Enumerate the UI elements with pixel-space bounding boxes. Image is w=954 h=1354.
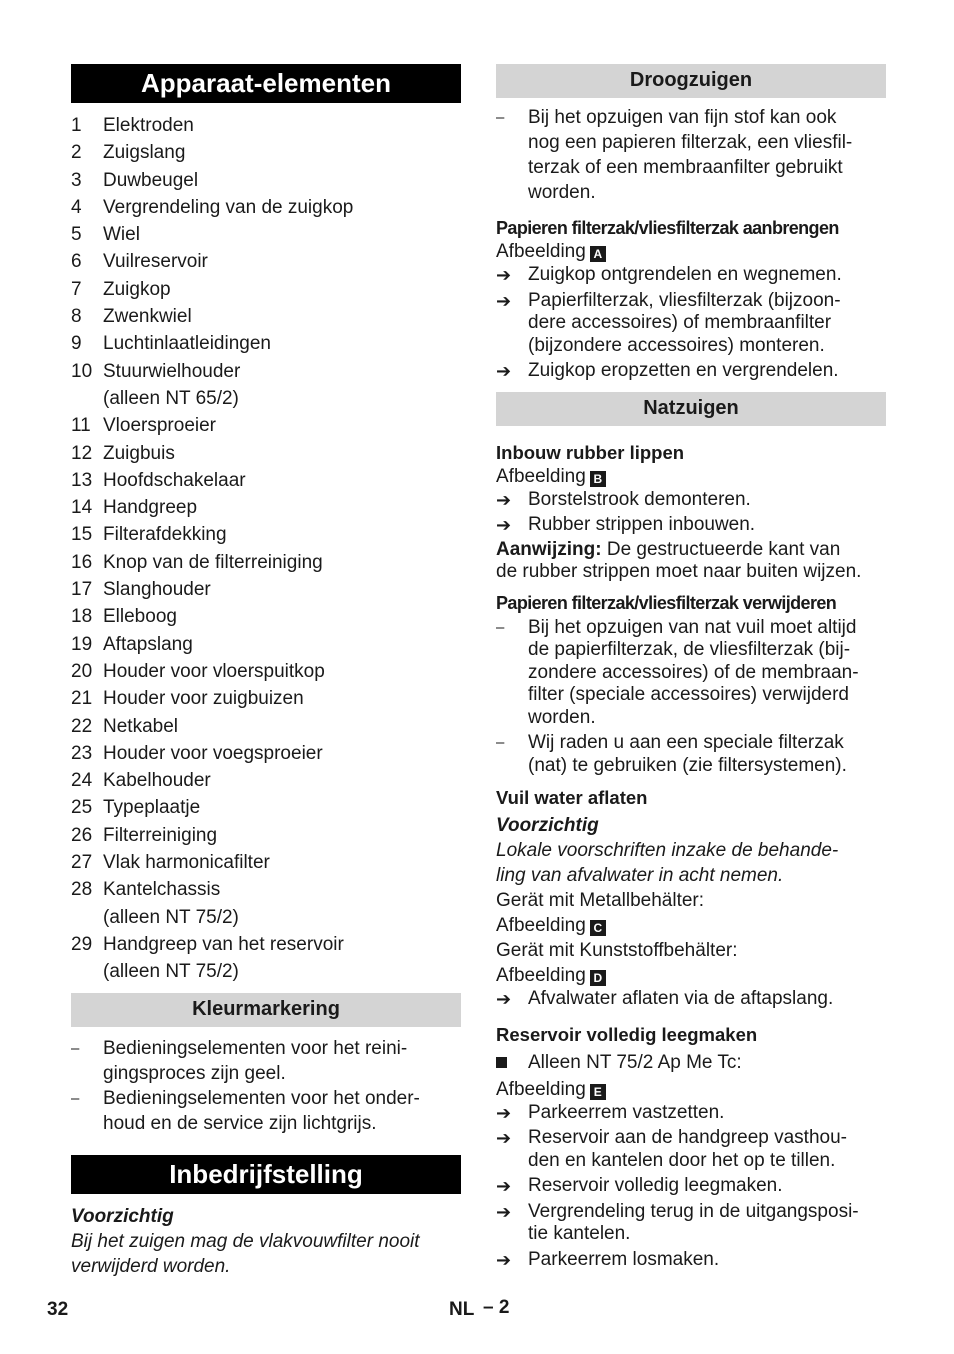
item-label: Wiel (103, 224, 140, 246)
list-item (71, 631, 461, 658)
list-item (71, 248, 461, 275)
note: Aanwijzing: De gestructueerde kant van de rubber strippen moet naar buiten wijzen. (496, 538, 862, 582)
list-item (71, 849, 461, 876)
step-item: ➔ Afvalwater aflaten via de aftapslang. (496, 988, 834, 1009)
list-item: – Bij het opzuigen van nat vuil moet altijd de papierfilterzak, de vliesfilterzak (bij- zondere accessoires) of de membraan- filter (speciale accessoires) verwijderd worden. (496, 616, 859, 728)
item-label: Vuilreservoir (103, 251, 208, 273)
list-item (71, 467, 461, 494)
item-label: Vloersproeier (103, 415, 216, 437)
arrow-icon: ➔ (496, 1128, 512, 1148)
square-bullet-icon (496, 1057, 507, 1068)
item-number: 24 (71, 770, 93, 792)
item-label: Elektroden (103, 115, 194, 136)
figure-reference: Afbeelding A (496, 239, 886, 264)
item-label: Kantelchassis (alleen NT 75/2) (103, 879, 239, 928)
item-number: 3 (71, 169, 82, 191)
item-number: 17 (71, 579, 93, 601)
item-label: Stuurwielhouder (alleen NT 65/2) (103, 360, 241, 409)
item-label: Netkabel (103, 715, 178, 737)
item-label: Zuigslang (103, 142, 186, 164)
element-list (71, 112, 461, 986)
figure-reference: Afbeelding B (496, 464, 886, 489)
left-column (71, 64, 461, 1279)
figure-reference: Afbeelding E (496, 1077, 886, 1102)
item-label: Handgreep (103, 497, 198, 519)
item-label: Filterreiniging (103, 824, 218, 846)
plastic-container-label: Gerät mit Kunststoffbehälter: (496, 940, 738, 961)
figure-badge: E (590, 1084, 606, 1100)
step-item: ➔ Parkeerrem losmaken. (496, 1248, 720, 1270)
caution-text: Lokale voorschriften inzake de behande- ling van afvalwater in acht nemen. (496, 840, 839, 886)
list-item: Alleen NT 75/2 Ap Me Tc: (496, 1050, 886, 1075)
item-label: Hoofdschakelaar (103, 469, 246, 491)
arrow-icon: ➔ (496, 989, 512, 1009)
item-number: 7 (71, 278, 82, 300)
item-number: 6 (71, 251, 82, 273)
item-number: 10 (71, 360, 93, 382)
step-item: ➔ Rubber strippen inbouwen. (496, 514, 756, 535)
arrow-icon: ➔ (496, 361, 512, 381)
list-item (71, 358, 461, 413)
item-label: Slanghouder (103, 579, 211, 601)
item-number: 26 (71, 824, 93, 846)
item-label: Aftapslang (103, 633, 193, 655)
item-label: Vlak harmonicafilter (103, 852, 270, 874)
step-item: ➔ Borstelstrook demonteren. (496, 488, 751, 510)
list-item (71, 194, 461, 221)
item-number: 29 (71, 933, 93, 955)
arrow-icon: ➔ (496, 515, 512, 535)
section-title-droogzuigen: Droogzuigen (496, 64, 886, 98)
list-item: – Bedieningselementen voor het reini- gingsproces zijn geel. (71, 1037, 408, 1084)
list-item (71, 658, 461, 685)
step-item: ➔ Reservoir volledig leegmaken. (496, 1175, 783, 1196)
arrow-icon: ➔ (496, 1249, 512, 1270)
figure-reference: Afbeelding C (496, 913, 886, 938)
sub-page-number: – 2 (483, 1297, 510, 1318)
item-number: 19 (71, 633, 93, 655)
item-label: Luchtinlaatleidingen (103, 333, 271, 355)
item-number: 13 (71, 469, 93, 491)
item-number: 12 (71, 442, 93, 464)
subheading-aanbrengen: Papieren filterzak/vliesfilterzak aanbrengen (496, 218, 839, 238)
item-label: Handgreep van het reservoir (alleen NT 75/2) (103, 933, 344, 983)
list-item (71, 713, 461, 740)
item-label: Filterafdekking (103, 524, 227, 546)
list-item (71, 494, 461, 521)
arrow-icon: ➔ (496, 290, 512, 311)
page-number: 32 (47, 1299, 69, 1320)
item-number: 8 (71, 306, 82, 328)
right-column (496, 64, 886, 1271)
step-item: ➔ Vergrendeling terug in de uitgangsposi- tie kantelen. (496, 1200, 859, 1244)
item-number: 1 (71, 115, 82, 136)
dash-marker: – (496, 734, 505, 751)
item-label: Zuigbuis (103, 442, 175, 464)
item-label: Elleboog (103, 606, 177, 628)
item-number: 16 (71, 551, 93, 573)
item-number: 28 (71, 879, 93, 901)
item-number: 27 (71, 852, 93, 874)
arrow-icon: ➔ (496, 265, 512, 285)
item-number: 11 (71, 415, 91, 437)
item-label: Vergrendeling van de zuigkop (103, 196, 354, 218)
list-item (71, 412, 461, 439)
item-label: Houder voor voegsproeier (103, 742, 323, 764)
item-label: Zuigkop (103, 278, 171, 300)
subheading-verwijderen: Papieren filterzak/vliesfilterzak verwijderen (496, 592, 837, 613)
dash-marker: – (496, 618, 505, 636)
list-item (71, 931, 461, 986)
figure-badge: A (590, 246, 606, 262)
list-item (71, 167, 461, 194)
list-item (71, 794, 461, 821)
list-item (71, 112, 461, 139)
item-label: Houder voor zuigbuizen (103, 688, 304, 710)
list-item (71, 139, 461, 166)
list-item (71, 521, 461, 548)
dash-marker: – (71, 1089, 80, 1107)
list-item (71, 576, 461, 603)
figure-reference: Afbeelding D (496, 963, 886, 988)
dash-marker: – (496, 109, 505, 126)
list-item (71, 685, 461, 712)
list-item (71, 276, 461, 303)
item-number: 22 (71, 715, 93, 737)
arrow-icon: ➔ (496, 489, 512, 510)
list-item: – Wij raden u aan een speciale filterzak (nat) te gebruiken (zie filtersystemen). (496, 732, 847, 776)
caution-text: Bij het zuigen mag de vlakvouwfilter nooit verwijderd worden. (71, 1230, 420, 1277)
list-item (71, 549, 461, 576)
item-number: 5 (71, 224, 82, 246)
caution-heading: Voorzichtig (496, 815, 599, 836)
section-title-inbedrijfstelling: Inbedrijfstelling (71, 1155, 461, 1194)
item-label: Duwbeugel (103, 169, 199, 191)
item-number: 2 (71, 142, 82, 164)
step-item: ➔ Reservoir aan de handgreep vasthou- den en kantelen door het op te tillen. (496, 1127, 847, 1171)
list-item (71, 876, 461, 931)
figure-badge: C (590, 920, 606, 936)
section-title-natzuigen: Natzuigen (496, 392, 886, 426)
caution-heading: Voorzichtig (71, 1205, 174, 1227)
section-title-apparaat-elementen: Apparaat-elementen (71, 64, 461, 103)
item-number: 23 (71, 742, 93, 764)
arrow-icon: ➔ (496, 1176, 512, 1196)
list-item (71, 330, 461, 357)
list-item (71, 303, 461, 330)
subheading-rubber: Inbouw rubber lippen (496, 441, 685, 463)
item-label: Typeplaatje (103, 797, 201, 819)
section-title-kleurmarkering: Kleurmarkering (71, 993, 461, 1027)
step-item: ➔ Parkeerrem vastzetten. (496, 1101, 725, 1123)
list-item: – Bij het opzuigen van fijn stof kan ook nog een papieren filterzak, een vliesfil- terzak of een membraanfilter gebruikt worden. (496, 107, 853, 203)
list-item (71, 822, 461, 849)
metal-container-label: Gerät mit Metallbehälter: (496, 890, 705, 911)
figure-badge: D (590, 970, 606, 986)
language-code: NL (449, 1299, 475, 1320)
item-label: Kabelhouder (103, 770, 211, 792)
item-number: 18 (71, 606, 93, 628)
arrow-icon: ➔ (496, 1102, 512, 1123)
list-item (71, 767, 461, 794)
list-item (71, 221, 461, 248)
item-number: 4 (71, 196, 82, 218)
subheading-leegmaken: Reservoir volledig leegmaken (496, 1023, 758, 1045)
item-number: 9 (71, 333, 82, 355)
item-number: 20 (71, 660, 93, 682)
list-item (71, 740, 461, 767)
item-label: Houder voor vloerspuitkop (103, 660, 325, 682)
item-number: 25 (71, 797, 93, 819)
list-item (71, 440, 461, 467)
item-number: 14 (71, 497, 93, 519)
list-item: – Bedieningselementen voor het onder- houd en de service zijn lichtgrijs. (71, 1087, 420, 1134)
arrow-icon: ➔ (496, 1201, 512, 1222)
list-item (71, 603, 461, 630)
subheading-aflaten: Vuil water aflaten (496, 787, 648, 808)
item-label: Knop van de filterreiniging (103, 551, 323, 573)
item-number: 21 (71, 688, 93, 710)
step-item: ➔ Papierfilterzak, vliesfilterzak (bijzoon- dere accessoires) of membraanfilter (bijzondere accessoires) monteren. (496, 289, 841, 356)
step-item: ➔ Zuigkop eropzetten en vergrendelen. (496, 360, 839, 381)
figure-badge: B (590, 471, 606, 487)
item-label: Zwenkwiel (103, 306, 192, 328)
item-number: 15 (71, 524, 93, 546)
step-item: ➔ Zuigkop ontgrendelen en wegnemen. (496, 264, 842, 285)
dash-marker: – (71, 1039, 80, 1057)
